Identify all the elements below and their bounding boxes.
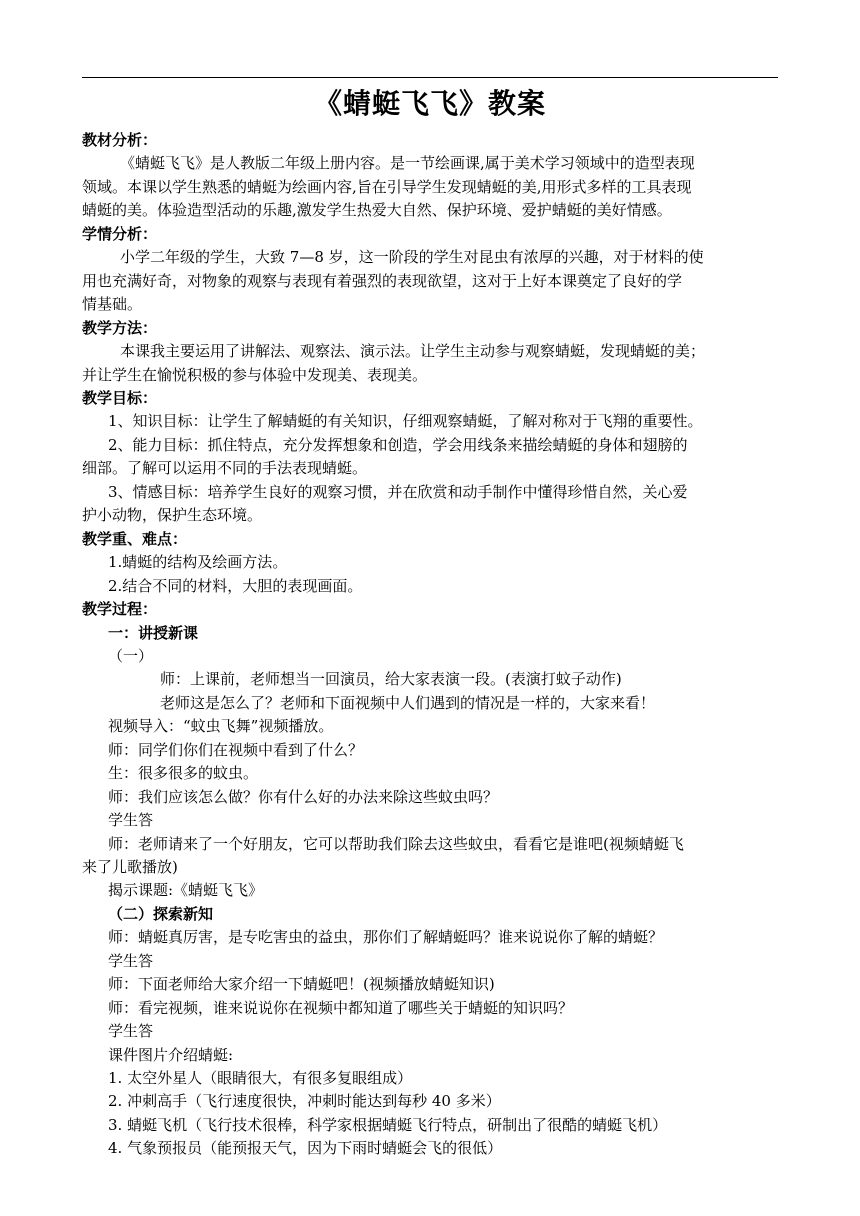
body-line: 师：同学们你们在视频中看到了什么？: [108, 740, 364, 759]
body-line: 1、知识目标：让学生了解蜻蜓的有关知识，仔细观察蜻蜓，了解对称对于飞翔的重要性。: [108, 412, 703, 431]
body-line: 师：看完视频，谁来说说你在视频中都知道了哪些关于蜻蜓的知识吗？: [108, 998, 574, 1017]
body-line: 学生答: [108, 1022, 154, 1041]
body-line: 2、能力目标：抓住特点，充分发挥想象和创造，学会用线条来描绘蜻蜓的身体和翅膀的: [108, 435, 688, 454]
body-line: 蜻蜓的美。体验造型活动的乐趣,激发学生热爱大自然、保护环境、爱护蜻蜓的美好情感。: [82, 201, 672, 220]
body-line: （一）: [108, 646, 154, 665]
body-line: 师：我们应该怎么做？你有什么好的办法来除这些蚊虫吗？: [108, 787, 499, 806]
section-heading: 一：讲授新课: [108, 623, 199, 642]
body-line: 4. 气象预报员（能预报天气，因为下雨时蜻蜓会飞的很低）: [108, 1139, 503, 1158]
body-line: 学生答: [108, 811, 154, 829]
body-line: 本课我主要运用了讲解法、观察法、演示法。让学生主动参与观察蜻蜓，发现蜻蜓的美；: [120, 342, 706, 360]
body-line: 情基础。: [82, 295, 143, 314]
body-line: 护小动物，保护生态环境。: [82, 506, 263, 525]
body-line: 小学二年级的学生，大致 7—8 岁，这一阶段的学生对昆虫有浓厚的兴趣，对于材料的使: [120, 248, 704, 267]
body-line: 2.结合不同的材料，大胆的表现画面。: [108, 576, 363, 595]
body-line: 《蜻蜓飞飞》是人教版二年级上册内容。是一节绘画课,属于美术学习领域中的造型表现: [120, 154, 695, 173]
section-heading: 学情分析：: [82, 224, 158, 243]
body-line: 并让学生在愉悦积极的参与体验中发现美、表现美。: [82, 365, 428, 384]
section-heading: （二）探索新知: [108, 904, 214, 923]
body-line: 3. 蜻蜓飞机（飞行技术很棒，科学家根据蜻蜓飞行特点，研制出了很酷的蜻蜓飞机）: [108, 1115, 668, 1134]
section-heading: 教材分析：: [82, 131, 158, 149]
body-line: 细部。了解可以运用不同的手法表现蜻蜓。: [82, 459, 368, 478]
body-line: 视频导入：“蚊虫飞舞”视频播放。: [108, 717, 334, 736]
body-line: 来了儿歌播放): [82, 857, 178, 876]
body-line: 师：下面老师给大家介绍一下蜻蜓吧！(视频播放蜻蜓知识): [108, 975, 495, 994]
section-heading: 教学目标：: [82, 388, 158, 407]
section-heading: 教学方法：: [82, 318, 158, 337]
body-line: 领域。本课以学生熟悉的蜻蜓为绘画内容,旨在引导学生发现蜻蜓的美,用形式多样的工具表现: [82, 177, 692, 196]
body-line: 课件图片介绍蜻蜓:: [108, 1045, 234, 1064]
section-heading: 教学重、难点：: [82, 529, 188, 548]
body-line: 1. 太空外星人（眼睛很大，有很多复眼组成）: [108, 1069, 413, 1087]
body-line: 师：上课前，老师想当一回演员，给大家表演一段。(表演打蚊子动作): [160, 670, 622, 689]
body-line: 老师这是怎么了？老师和下面视频中人们遇到的情况是一样的，大家来看！: [160, 693, 656, 712]
body-line: 揭示课题:《蜻蜓飞飞》: [108, 881, 264, 900]
document-title: 《蜻蜓飞飞》教案: [313, 87, 546, 120]
body-line: 用也充满好奇，对物象的观察与表现有着强烈的表现欲望，这对于上好本课奠定了良好的学: [82, 271, 683, 290]
body-line: 2. 冲刺高手（飞行速度很快，冲刺时能达到每秒 40 多米）: [108, 1092, 501, 1111]
body-line: 3、情感目标：培养学生良好的观察习惯，并在欣赏和动手制作中懂得珍惜自然，关心爱: [108, 482, 688, 501]
section-heading: 教学过程：: [82, 600, 158, 618]
body-line: 学生答: [108, 951, 154, 970]
body-line: 生：很多很多的蚊虫。: [108, 764, 259, 783]
body-line: 师：老师请来了一个好朋友，它可以帮助我们除去这些蚊虫，看看它是谁吧(视频蜻蜓飞: [108, 834, 684, 853]
body-line: 师：蜻蜓真厉害，是专吃害虫的益虫，那你们了解蜻蜓吗？谁来说说你了解的蜻蜓？: [108, 928, 664, 947]
body-line: 1.蜻蜓的结构及绘画方法。: [108, 553, 288, 572]
header-rule: [82, 77, 778, 78]
